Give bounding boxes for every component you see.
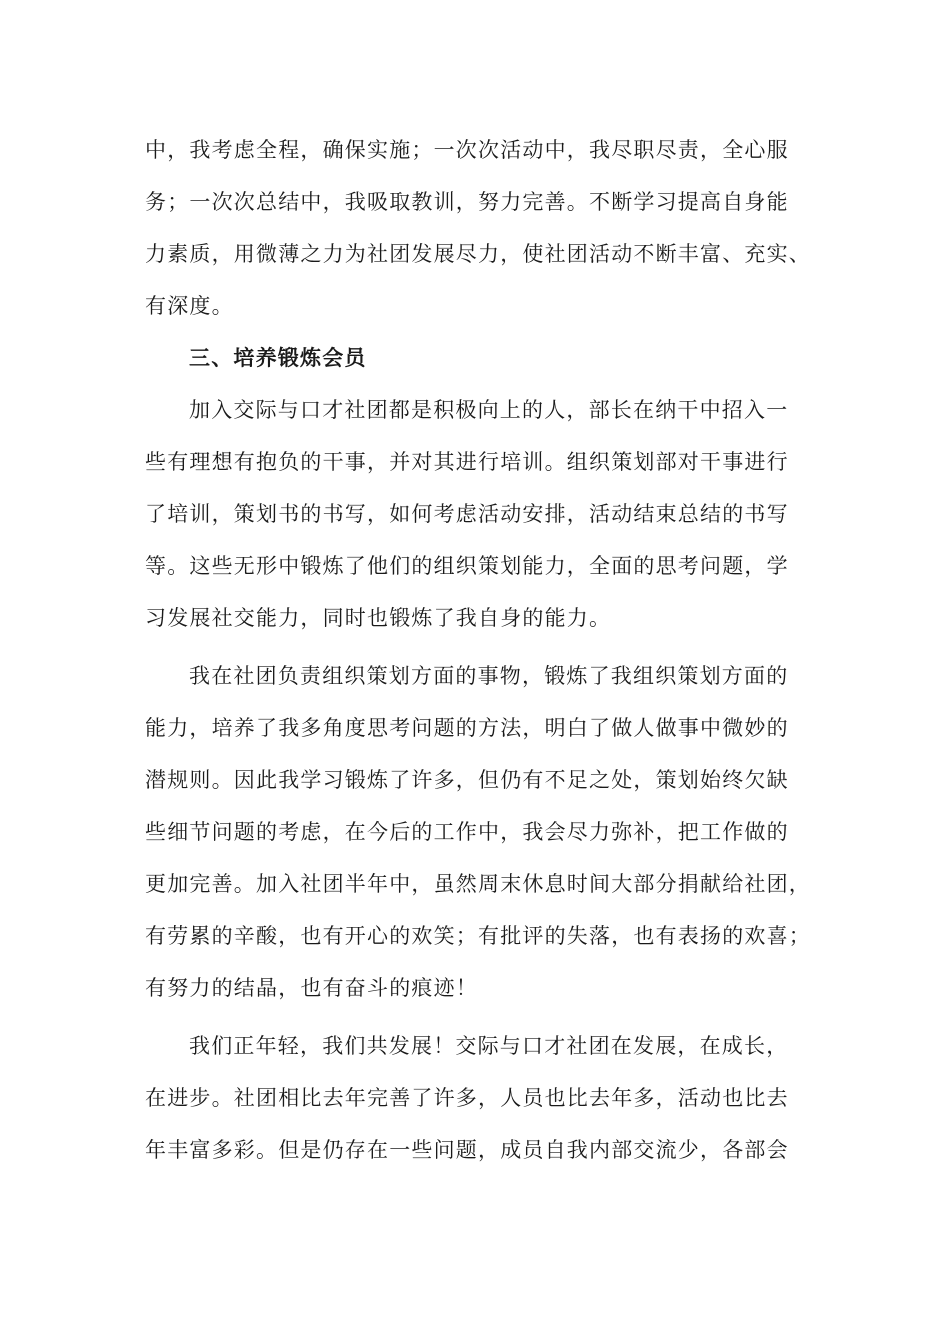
text-line: 加入交际与口才社团都是积极向上的人，部长在纳干中招入一 — [189, 398, 789, 422]
text-line: 习发展社交能力，同时也锻炼了我自身的能力。 — [145, 606, 612, 630]
text-line: 了培训，策划书的书写，如何考虑活动安排，活动结束总结的书写 — [145, 502, 789, 526]
text-line: 更加完善。加入社团半年中，虽然周末休息时间大部分捐献给社团， — [145, 872, 811, 896]
text-line: 我们正年轻，我们共发展！交际与口才社团在发展，在成长， — [189, 1034, 789, 1058]
paragraph-planning-responsibility — [145, 650, 815, 1014]
text-line: 有深度。 — [145, 294, 234, 318]
text-line: 等。这些无形中锻炼了他们的组织策划能力，全面的思考问题，学 — [145, 554, 789, 578]
paragraph-train-members — [145, 384, 815, 644]
text-line: 力素质，用微薄之力为社团发展尽力，使社团活动不断丰富、充实、 — [145, 242, 811, 266]
text-line: 些有理想有抱负的干事，并对其进行培训。组织策划部对干事进行 — [145, 450, 789, 474]
text-line: 潜规则。因此我学习锻炼了许多，但仍有不足之处，策划始终欠缺 — [145, 768, 789, 792]
text-line: 在进步。社团相比去年完善了许多，人员也比去年多，活动也比去 — [145, 1086, 789, 1110]
text-line: 有劳累的辛酸，也有开心的欢笑；有批评的失落，也有表扬的欢喜； — [145, 924, 811, 948]
text-line: 些细节问题的考虑，在今后的工作中，我会尽力弥补，把工作做的 — [145, 820, 789, 844]
text-line: 我在社团负责组织策划方面的事物，锻炼了我组织策划方面的 — [189, 664, 789, 688]
text-line: 能力，培养了我多角度思考问题的方法，明白了做人做事中微妙的 — [145, 716, 789, 740]
text-line: 有努力的结晶，也有奋斗的痕迹！ — [145, 976, 478, 1000]
text-line: 年丰富多彩。但是仍存在一些问题，成员自我内部交流少，各部会 — [145, 1138, 789, 1162]
document-body — [145, 124, 815, 1176]
section-heading: 三、培养锻炼会员 — [189, 346, 367, 370]
paragraph-continuation — [145, 124, 815, 332]
text-line: 中，我考虑全程，确保实施；一次次活动中，我尽职尽责，全心服 — [145, 138, 789, 162]
text-line: 务；一次次总结中，我吸取教训，努力完善。不断学习提高自身能 — [145, 190, 789, 214]
paragraph-young-development — [145, 1020, 815, 1176]
